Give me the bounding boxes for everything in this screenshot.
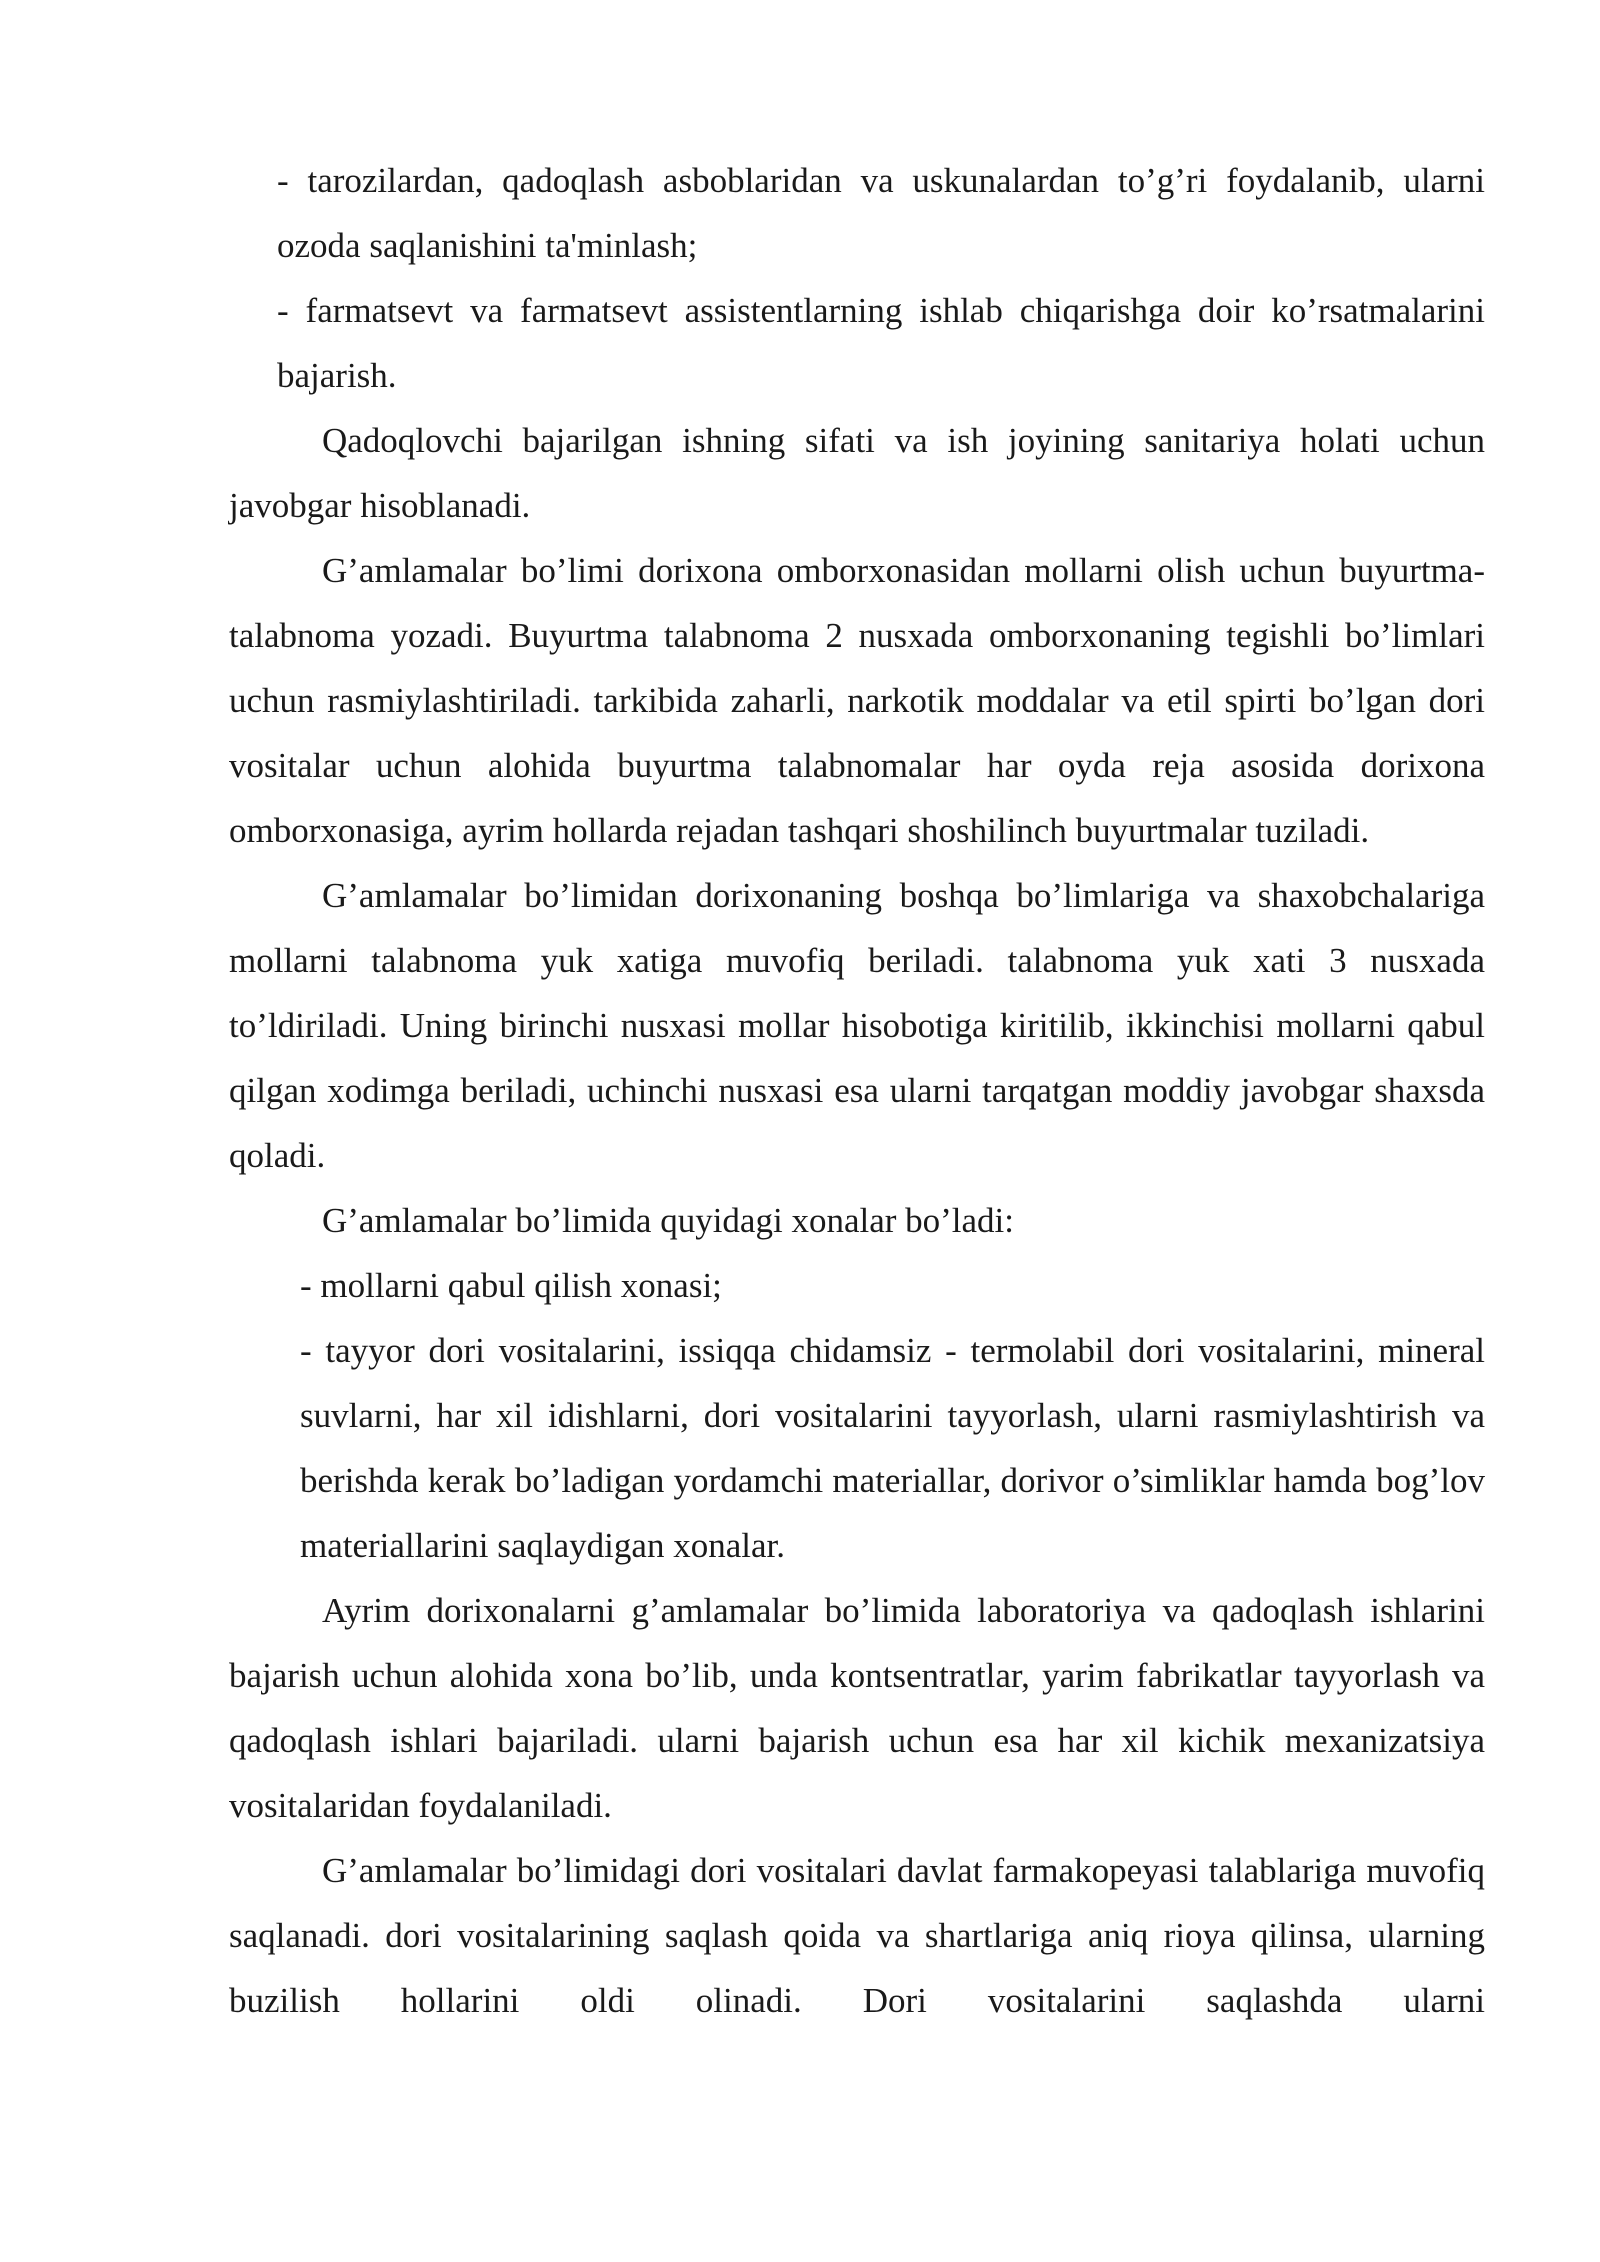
paragraph-requisition: G’amlamalar bo’limi dorixona omborxonasidan mollarni olish uchun buyurtma-talabnoma yozadi. Buyurtma talabnoma 2 nusxada omborxonaning tegishli bo’limlari uchun rasmiylashtiriladi. tarkibida zaharli, narkotik moddalar va etil spirti bo’lgan dori vositalar uchun alohida buyurtma talabnomalar har oyda reja asosida dorixona omborxonasiga, ayrim hollarda rejadan tashqari shoshilinch buyurtmalar tuziladi. bbox=[229, 551, 1485, 850]
list-item-receiving-room: - mollarni qabul qilish xonasi; bbox=[300, 1266, 722, 1305]
list-item-storage-rooms: - tayyor dori vositalarini, issiqqa chidamsiz - termolabil dori vositalarini, mineral suvlarni, har xil idishlarni, dori vositalarini tayyorlash, ularni rasmiylashtirish va berishda kerak bo’ladigan yordamchi materiallar, dorivor o’simliklar hamda bog’lov materiallarini saqlaydigan xonalar. bbox=[300, 1331, 1485, 1565]
list-item-scales: - tarozilardan, qadoqlash asboblaridan va uskunalardan to’g’ri foydalanib, ularni ozoda saqlanishini ta'minlash; bbox=[277, 161, 1485, 265]
paragraph-rooms-intro: G’amlamalar bo’limida quyidagi xonalar bo’ladi: bbox=[322, 1201, 1015, 1240]
paragraph-laboratory: Ayrim dorixonalarni g’amlamalar bo’limida laboratoriya va qadoqlash ishlarini bajarish uchun alohida xona bo’lib, unda kontsentratlar, yarim fabrikatlar tayyorlash va qadoqlash ishlari bajariladi. ularni bajarish uchun esa har xil kichik mexanizatsiya vositalaridan foydalaniladi. bbox=[229, 1591, 1485, 1825]
document-body bbox=[229, 148, 1485, 2033]
paragraph-packer-responsibility: Qadoqlovchi bajarilgan ishning sifati va ish joyining sanitariya holati uchun javobgar hisoblanadi. bbox=[229, 421, 1485, 525]
paragraph-pharmacopoeia: G’amlamalar bo’limidagi dori vositalari davlat farmakopeyasi talablariga muvofiq saqlanadi. dori vositalarining saqlash qoida va shartlariga aniq rioya qilinsa, ularning buzilish hollarini oldi olinadi. Dori vositalarini saqlashda ularni bbox=[229, 1851, 1485, 2020]
list-item-pharmacist-instructions: - farmatsevt va farmatsevt assistentlarning ishlab chiqarishga doir ko’rsatmalarini bajarish. bbox=[277, 291, 1485, 395]
paragraph-waybill: G’amlamalar bo’limidan dorixonaning boshqa bo’limlariga va shaxobchalariga mollarni talabnoma yuk xatiga muvofiq beriladi. talabnoma yuk xati 3 nusxada to’ldiriladi. Uning birinchi nusxasi mollar hisobotiga kiritilib, ikkinchisi mollarni qabul qilgan xodimga beriladi, uchinchi nusxasi esa ularni tarqatgan moddiy javobgar shaxsda qoladi. bbox=[229, 876, 1485, 1175]
